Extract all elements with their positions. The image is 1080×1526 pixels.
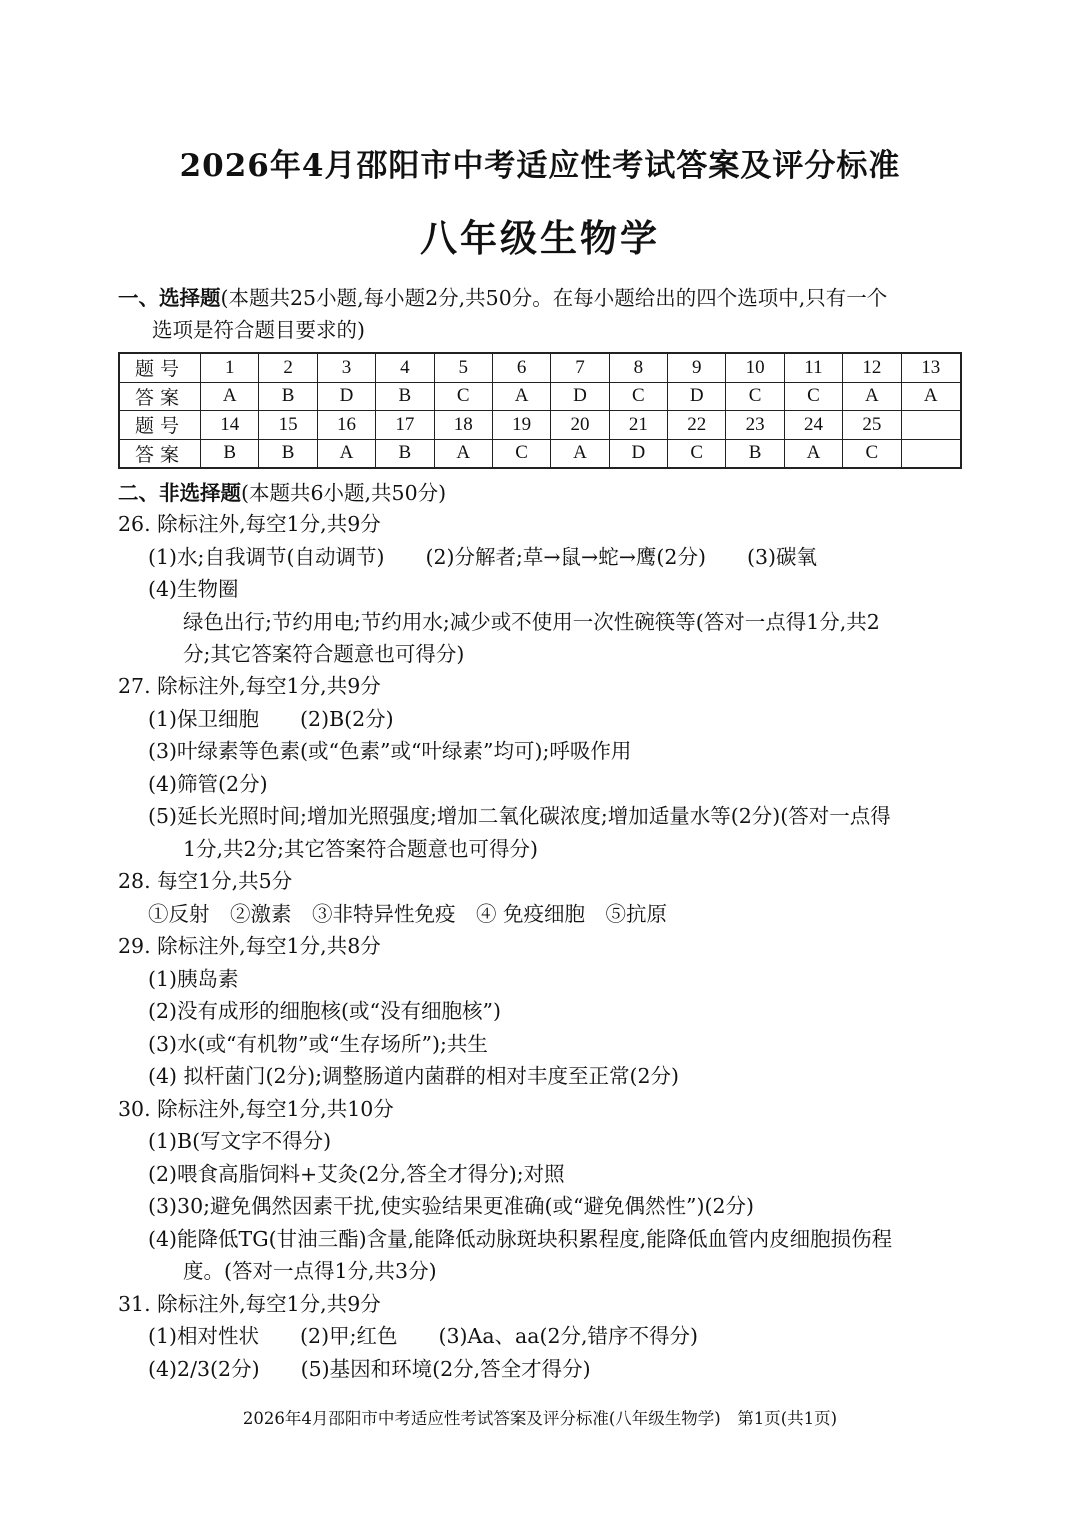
table-cell: A [843,382,901,411]
table-cell: 8 [609,353,667,382]
section2-title: 二、非选择题 [118,481,241,505]
table-cell: 22 [668,411,726,440]
page-title: 2026年4月邵阳市中考适应性考试答案及评分标准 [179,148,901,184]
table-cell: B [201,439,259,468]
table-row-answers-1 [119,382,961,411]
q30-heading: 30. 除标注外,每空1分,共10分 [118,1097,394,1121]
table-cell: C [843,439,901,468]
answer-table [118,352,962,469]
table-cell: A [317,439,375,468]
q29-answer-line: (3)水(或“有机物”或“生存场所”);共生 [148,1032,488,1056]
table-cell: 21 [609,411,667,440]
table-cell: 20 [551,411,609,440]
table-cell: A [551,439,609,468]
q29-answer-line: (2)没有成形的细胞核(或“没有细胞核”) [148,999,501,1023]
section1-note-cont: 选项是符合题目要求的) [152,318,365,342]
q31-answer-line: (1)相对性状 (2)甲;红色 (3)Aa、aa(2分,错序不得分) [148,1324,699,1348]
q27-answer-line: (4)筛管(2分) [148,772,268,796]
table-cell: 23 [726,411,784,440]
table-cell: 9 [668,353,726,382]
q27-answer-line: (1)保卫细胞 (2)B(2分) [148,707,394,731]
table-cell: 11 [784,353,842,382]
table-cell: B [259,439,317,468]
q30-answer-line: (1)B(写文字不得分) [148,1129,332,1153]
table-cell: 16 [317,411,375,440]
section1-heading [118,284,887,312]
label-question-number: 题号 [119,353,201,382]
q30-answer-line: (3)30;避免偶然因素干扰,使实验结果更准确(或“避免偶然性”)(2分) [148,1194,755,1218]
table-cell: D [317,382,375,411]
label-question-number: 题号 [119,411,201,440]
table-cell: 15 [259,411,317,440]
table-cell: A [434,439,492,468]
table-cell [901,411,961,440]
q26-heading: 26. 除标注外,每空1分,共9分 [118,512,381,536]
q27-heading: 27. 除标注外,每空1分,共9分 [118,674,381,698]
table-cell: 7 [551,353,609,382]
label-answer: 答案 [119,382,201,411]
table-cell: 10 [726,353,784,382]
q31-answer-line: (4)2/3(2分) (5)基因和环境(2分,答全才得分) [148,1357,591,1381]
table-cell: B [259,382,317,411]
table-cell: A [784,439,842,468]
table-row-answers-2 [119,439,961,468]
table-cell: C [492,439,550,468]
q30-answer-line: (4)能降低TG(甘油三酯)含量,能降低动脉斑块积累程度,能降低血管内皮细胞损伤程 [148,1227,893,1251]
q29-heading: 29. 除标注外,每空1分,共8分 [118,934,381,958]
section1-note: (本题共25小题,每小题2分,共50分。在每小题给出的四个选项中,只有一个 [220,286,888,310]
q30-answer-line: 度。(答对一点得1分,共3分) [183,1259,437,1283]
table-cell: 6 [492,353,550,382]
q28-answer-line: ①反射 ②激素 ③非特异性免疫 ④ 免疫细胞 ⑤抗原 [148,902,668,926]
q27-answer-line: 1分,共2分;其它答案符合题意也可得分) [183,837,539,861]
table-cell: C [726,382,784,411]
table-cell: 14 [201,411,259,440]
section1-title: 一、选择题 [118,286,221,310]
q27-answer-line: (5)延长光照时间;增加光照强度;增加二氧化碳浓度;增加适量水等(2分)(答对一点得 [148,804,891,828]
table-cell: D [551,382,609,411]
q26-answer-line: 分;其它答案符合题意也可得分) [183,642,465,666]
table-cell: D [668,382,726,411]
q31-heading: 31. 除标注外,每空1分,共9分 [118,1292,381,1316]
table-cell: 19 [492,411,550,440]
table-row-numbers-2 [119,411,961,440]
table-cell [901,439,961,468]
q28-heading: 28. 每空1分,共5分 [118,869,293,893]
section2-heading [118,479,446,507]
table-cell: C [609,382,667,411]
table-cell: 17 [376,411,434,440]
page-footer: 2026年4月邵阳市中考适应性考试答案及评分标准(八年级生物学) 第1页(共1页) [242,1409,838,1428]
page-subtitle: 八年级生物学 [420,216,660,260]
table-row-numbers-1 [119,353,961,382]
table-cell: A [901,382,961,411]
table-cell: 24 [784,411,842,440]
table-cell: B [376,439,434,468]
table-cell: 4 [376,353,434,382]
section2-note: (本题共6小题,共50分) [241,481,447,505]
table-cell: C [668,439,726,468]
table-cell: B [726,439,784,468]
label-answer: 答案 [119,439,201,468]
table-cell: 3 [317,353,375,382]
q27-answer-line: (3)叶绿素等色素(或“色素”或“叶绿素”均可);呼吸作用 [148,739,632,763]
table-cell: 25 [843,411,901,440]
table-cell: A [201,382,259,411]
table-cell: C [784,382,842,411]
table-cell: 12 [843,353,901,382]
q26-answer-line: (1)水;自我调节(自动调节) (2)分解者;草→鼠→蛇→鹰(2分) (3)碳氧 [148,545,817,569]
table-cell: 18 [434,411,492,440]
table-cell: 2 [259,353,317,382]
table-cell: D [609,439,667,468]
table-cell: A [492,382,550,411]
table-cell: 5 [434,353,492,382]
table-cell: C [434,382,492,411]
q26-answer-line: (4)生物圈 [148,577,239,601]
q29-answer-line: (4) 拟杆菌门(2分);调整肠道内菌群的相对丰度至正常(2分) [148,1064,680,1088]
table-cell: B [376,382,434,411]
q30-answer-line: (2)喂食高脂饲料+艾灸(2分,答全才得分);对照 [148,1162,565,1186]
table-cell: 1 [201,353,259,382]
q29-answer-line: (1)胰岛素 [148,967,239,991]
q26-answer-line: 绿色出行;节约用电;节约用水;减少或不使用一次性碗筷等(答对一点得1分,共2 [183,610,880,634]
table-cell: 13 [901,353,961,382]
